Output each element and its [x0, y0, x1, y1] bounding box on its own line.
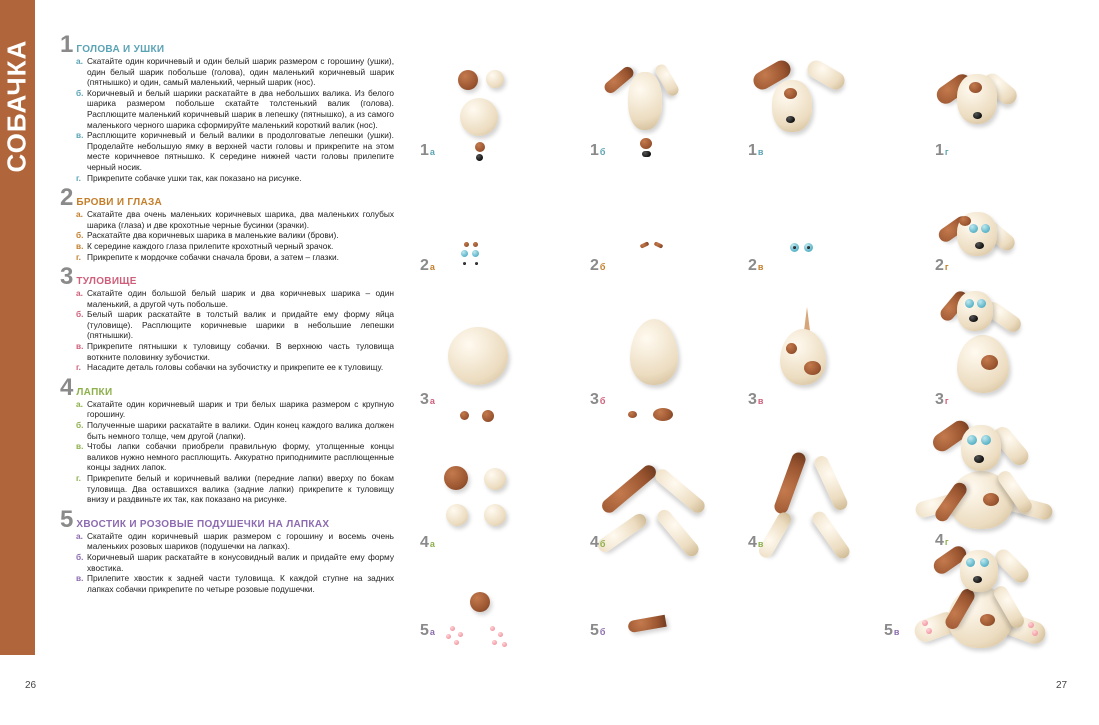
brown-ball-tail	[470, 592, 490, 612]
step-photo-4c: 4в	[748, 430, 898, 550]
pink-pad-ball	[498, 632, 503, 637]
nose	[973, 576, 982, 583]
step-photo-2d: 2г	[935, 160, 1085, 275]
head	[961, 425, 1001, 471]
section-title: ХВОСТИК И РОЗОВЫЕ ПОДУШЕЧКИ НА ЛАПКАХ	[76, 518, 330, 530]
brown-ball	[444, 466, 468, 490]
white-ball	[484, 504, 506, 526]
eye	[969, 224, 978, 233]
pupil	[793, 246, 796, 249]
blue-ball-eye	[472, 250, 479, 257]
section-number: 5	[60, 505, 74, 533]
egg-body	[630, 319, 678, 385]
white-roll-head	[628, 72, 662, 130]
step-photo-1b: 1б	[590, 30, 740, 150]
step: а. Скатайте два очень маленьких коричневых шарика, два маленьких голубых шарика (глаза) и две крохотные черные бусинки (зрачки).	[76, 209, 394, 230]
step: б. Коричневый и белый шарики раскатайте в два небольших валика. Из белого шарика размером побольше скатайте толстенький валик (голова). Расплющите маленький коричневый шарик в лепешку (пятнышко), а из самого маленького черного шарика сформируйте маленький короткий валик (нос).	[76, 87, 394, 130]
pink-pad-ball	[502, 642, 507, 647]
pink-pad-ball	[450, 626, 455, 631]
step-photo-3b: 3б	[590, 285, 740, 405]
step-photo-2b: 2б	[590, 160, 740, 275]
spot	[983, 493, 999, 506]
pink-pad-ball	[458, 632, 463, 637]
nose	[974, 455, 984, 463]
pink-pad-ball	[492, 640, 497, 645]
instructions-column	[60, 31, 394, 598]
flat-spot	[628, 411, 637, 418]
step: в. Расплющите коричневый и белый валики в продолговатые лепешки (ушки). Проделайте небольшую ямку в верхней части головы и прикрепите на этом месте коричневое пятнышко. К середине нижней части головы прилепите черный носик.	[76, 130, 394, 172]
step-photo-4b: 4б	[590, 430, 740, 550]
spot	[981, 355, 998, 370]
section-body	[60, 263, 394, 373]
step: г. Прикрепите к мордочке собачки сначала брови, а затем – глазки.	[76, 251, 339, 262]
eye	[977, 299, 986, 308]
step: а. Скатайте один коричневый и один белый шарик размером с горошину (ушки), один белый шарик побольше (голова), один маленький коричневый шарик (пятнышко) и один, самый маленький, черный шарик (нос).	[76, 56, 394, 88]
white-ball-ear	[486, 70, 504, 88]
white-ball	[446, 504, 468, 526]
section-title: ЛАПКИ	[76, 386, 113, 398]
section-head-and-ears	[60, 31, 394, 183]
white-paw-roll	[655, 507, 702, 559]
pink-pad	[1032, 630, 1038, 636]
step: б. Полученные шарики раскатайте в валики. Один конец каждого валика должен быть немного толще, чем другой (лапки).	[76, 420, 394, 441]
brown-ball	[482, 410, 494, 422]
nose	[786, 116, 795, 123]
spot	[784, 88, 797, 99]
step: г. Насадите деталь головы собачки на зубочистку и прикрепите ее к туловищу.	[76, 362, 384, 373]
step-photo-4d: 4г	[905, 415, 1085, 550]
black-roll-nose	[642, 151, 651, 157]
right-ear	[992, 546, 1032, 586]
tail-roll	[627, 615, 667, 633]
step-photo-5b: 5б	[590, 560, 740, 660]
eye	[981, 435, 991, 445]
eye	[965, 299, 974, 308]
brown-ball-ear	[458, 70, 478, 90]
step-photo-3c: 3в	[748, 285, 898, 405]
brown-paw-roll	[599, 462, 659, 515]
step-photo-5a: 5а	[420, 560, 570, 660]
flat-spot	[653, 408, 673, 421]
black-pupil	[475, 262, 478, 265]
pink-pad	[926, 628, 932, 634]
step-photo-1d: 1г	[935, 30, 1085, 150]
brow-roll	[654, 241, 664, 248]
step: в. К середине каждого глаза прилепите крохотный черный зрачок.	[76, 240, 334, 251]
step: г. Прикрепите белый и коричневый валики (передние лапки) вверху по бокам туловища. Два оставшихся валика (задние лапки) прикрепите к туловищу внизу и раздвиньте их так, как показано на рисунке.	[76, 473, 394, 505]
step: в. Прилепите хвостик к задней части туловища. К каждой ступне на задних лапках собачки прикрепите по четыре розовые подушечки.	[76, 573, 394, 594]
step: в. Чтобы лапки собачки приобрели правильную форму, утолщенные концы валиков нужно немного расплющить. Аккуратно приподнимите расплющенные концы задних лапок.	[76, 441, 394, 473]
white-flat-ear	[804, 57, 848, 93]
chapter-spine	[0, 0, 35, 655]
big-white-ball	[448, 327, 508, 385]
chapter-title: СОБАЧКА	[1, 39, 32, 173]
section-paws	[60, 373, 394, 505]
step: б. Коричневый шарик раскатайте в конусовидный валик и придайте ему форму хвостика.	[76, 551, 394, 573]
step: а. Скатайте один коричневый шарик и три белых шарика размером с крупную горошину.	[76, 398, 394, 420]
section-title: БРОВИ И ГЛАЗА	[76, 197, 163, 209]
blue-ball-eye	[461, 250, 468, 257]
white-paw-roll	[653, 466, 708, 515]
step-photo-1a: 1а	[420, 30, 570, 150]
step-photo-3d: 3г	[935, 285, 1085, 405]
step: а. Скатайте один коричневый шарик размером с горошину и восемь очень маленьких розовых шариков (подушечки на лапках).	[76, 530, 394, 552]
section-number: 2	[60, 184, 74, 212]
white-ball	[484, 468, 506, 490]
step: в. Прикрепите пятнышки к туловищу собачки. В верхнюю часть туловища воткните половинку зубочистки.	[76, 341, 394, 362]
tiny-brown-ball	[464, 242, 469, 247]
nose	[975, 242, 984, 249]
pink-pad-ball	[446, 634, 451, 639]
section-title: ГОЛОВА И УШКИ	[76, 44, 165, 55]
nose	[969, 315, 978, 322]
head	[957, 291, 993, 331]
pink-pad-ball	[490, 626, 495, 631]
brow-roll	[640, 241, 650, 248]
section-title: ТУЛОВИЩЕ	[76, 276, 137, 288]
page-number-left: 26	[25, 680, 37, 691]
spot	[969, 82, 982, 93]
pink-pad	[1028, 622, 1034, 628]
white-ball-head	[460, 98, 498, 136]
eye	[980, 558, 989, 567]
section-tail-and-pads	[60, 505, 394, 595]
black-pupil	[463, 262, 466, 265]
body	[780, 329, 826, 385]
section-number: 3	[60, 263, 74, 291]
brown-flat-spot	[640, 138, 652, 149]
section-number: 4	[60, 373, 74, 401]
eye	[966, 558, 975, 567]
step: б. Раскатайте два коричневых шарика в маленькие валики (брови).	[76, 230, 339, 241]
step-photo-4a: 4а	[420, 430, 570, 550]
brown-ball-spot	[475, 142, 485, 152]
nose	[973, 112, 982, 119]
white-paw	[810, 509, 852, 561]
step: а. Скатайте один большой белый шарик и два коричневых шарика – один маленький, а другой чуть побольше.	[76, 288, 394, 309]
head	[960, 550, 998, 592]
spot	[786, 343, 797, 354]
spot	[804, 361, 821, 375]
step-photo-2c: 2в	[748, 160, 898, 275]
pupil	[807, 246, 810, 249]
white-paw	[812, 454, 849, 512]
page-number-right: 27	[1056, 680, 1068, 691]
step-photo-1c: 1в	[748, 30, 898, 150]
eye	[981, 224, 990, 233]
step-photo-5c: 5в	[880, 550, 1070, 660]
tiny-brown-ball	[473, 242, 478, 247]
small-brown-ball	[460, 411, 469, 420]
section-number: 1	[60, 31, 74, 58]
step: г. Прикрепите собачке ушки так, как показано на рисунке.	[76, 172, 302, 183]
step: б. Белый шарик раскатайте в толстый валик и придайте ему форму яйца (туловище). Расплющите коричневые шарики в небольшие лепешки (пятнышки).	[76, 309, 394, 341]
spot	[980, 614, 995, 626]
step-photo-2a: 2а	[420, 160, 570, 275]
pink-pad-ball	[454, 640, 459, 645]
step-photo-3a: 3а	[420, 285, 570, 405]
brown-paw	[772, 451, 807, 516]
pink-pad	[922, 620, 928, 626]
section-brows-and-eyes	[60, 184, 394, 262]
eye	[967, 435, 977, 445]
toothpick	[804, 307, 810, 331]
